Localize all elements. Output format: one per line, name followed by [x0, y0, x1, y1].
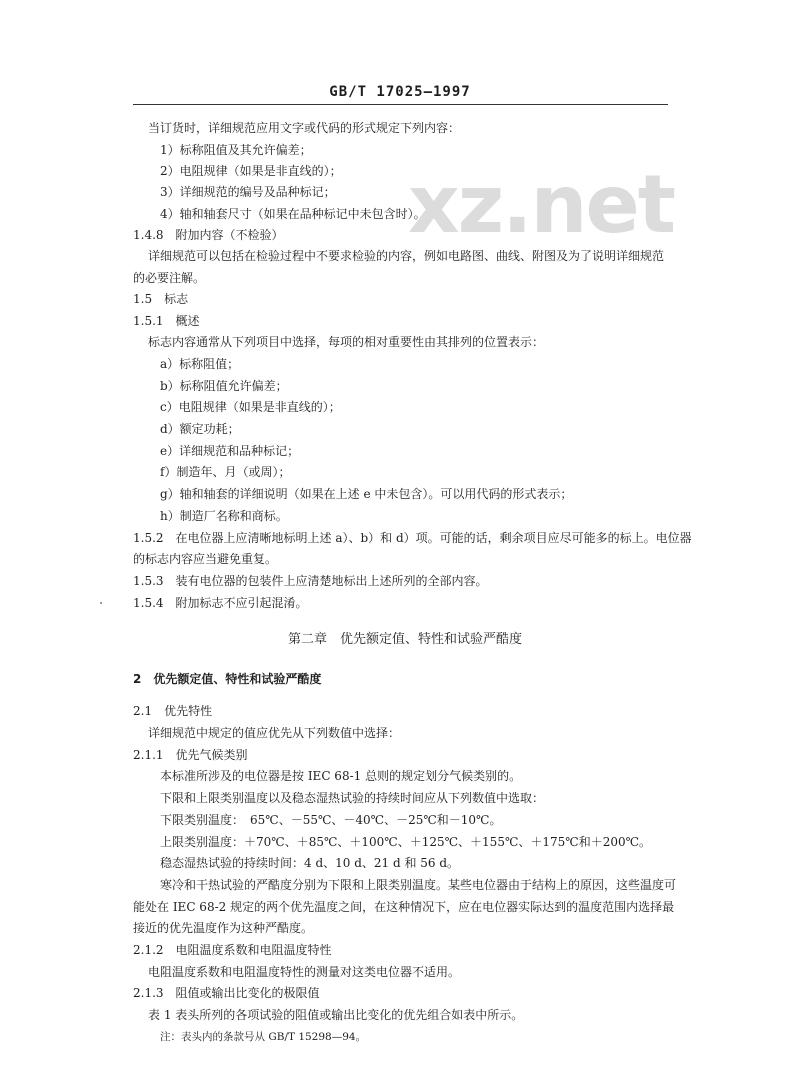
- text-line: 的标志内容应当避免重复。: [133, 552, 278, 566]
- list-item: f）制造年、月（或周）；: [160, 465, 291, 479]
- clause-heading: 1.4.8 附加内容（不检验）: [133, 228, 284, 242]
- text-line: 稳态湿热试验的持续时间：4 d、10 d、21 d 和 56 d。: [160, 856, 460, 870]
- list-item: c）电阻规律（如果是非直线的）；: [160, 400, 341, 414]
- list-item: h）制造厂名称和商标。: [160, 509, 288, 523]
- list-item: 2）电阻规律（如果是非直线的）；: [160, 164, 342, 178]
- list-item: d）额定功耗；: [160, 422, 240, 436]
- text-line: 电阻温度系数和电阻温度特性的测量对这类电位器不适用。: [148, 965, 461, 979]
- section-heading: 2 优先额定值、特性和试验严酷度: [133, 672, 322, 686]
- clause-heading: 2.1.3 阻值或输出比变化的极限值: [133, 986, 320, 1000]
- clause-heading: 1.5.1 概述: [133, 314, 200, 328]
- text-line: 表 1 表头所列的各项试验的阻值或输出比变化的优先组合如表中所示。: [148, 1008, 524, 1022]
- text-line: 标志内容通常从下列项目中选择，每项的相对重要性由其排列的位置表示：: [148, 335, 545, 349]
- list-item: a）标称阻值；: [160, 357, 240, 371]
- list-item: e）详细规范和品种标记；: [160, 444, 300, 458]
- text-line: 寒冷和干热试验的严酷度分别为下限和上限类别温度。某些电位器由于结构上的原因，这些温度可: [160, 878, 677, 892]
- clause-heading: 2.1.1 优先气候类别: [133, 748, 248, 762]
- text-line: 接近的优先温度作为这种严酷度。: [133, 921, 314, 935]
- list-item: 4）轴和轴套尺寸（如果在品种标记中未包含时）。: [160, 207, 426, 221]
- text-line: 当订货时，详细规范应用文字或代码的形式规定下列内容：: [148, 121, 461, 135]
- clause-heading: 2.1.2 电阻温度系数和电阻温度特性: [133, 943, 332, 957]
- clause-heading: 1.5 标志: [133, 292, 189, 306]
- clause-text: 1.5.4 附加标志不应引起混淆。: [133, 596, 308, 610]
- list-item: b）标称阻值允许偏差；: [160, 379, 288, 393]
- text-line: 上限类别温度：＋70℃、＋85℃、＋100℃、＋125℃、＋155℃、＋175℃和＋200℃。: [160, 835, 652, 849]
- page-header-standard-number: GB/T 17025—1997: [329, 84, 471, 100]
- text-line: 下限和上限类别温度以及稳态湿热试验的持续时间应从下列数值中选取：: [160, 791, 545, 805]
- text-line: 详细规范中规定的值应优先从下列数值中选择：: [148, 726, 401, 740]
- clause-heading: 2.1 优先特性: [133, 704, 213, 718]
- chapter-title: 第二章 优先额定值、特性和试验严酷度: [288, 632, 523, 647]
- text-line: 本标准所涉及的电位器是按 IEC 68-1 总则的规定划分气候类别的。: [160, 769, 522, 783]
- list-item: 3）详细规范的编号及品种标记；: [160, 185, 336, 199]
- footnote: 注：表头内的条款号从 GB/T 15298—94。: [160, 1031, 367, 1043]
- text-line: 的必要注解。: [133, 271, 206, 285]
- text-line: 详细规范可以包括在检验过程中不要求检验的内容，例如电路图、曲线、附图及为了说明详细规范: [148, 249, 665, 263]
- header-rule: [133, 104, 668, 105]
- list-item: g）轴和轴套的详细说明（如果在上述 e 中未包含）。可以用代码的形式表示；: [160, 487, 573, 501]
- clause-text: 1.5.2 在电位器上应清晰地标明上述 a）、b）和 d）项。可能的话，剩余项目应尽可能多的标上。电位器: [133, 531, 692, 545]
- watermark-logo: xz.net: [408, 158, 675, 251]
- text-line: 能处在 IEC 68-2 规定的两个优先温度之间，在这种情况下，应在电位器实际达到的温度范围内选择最: [133, 900, 675, 914]
- clause-text: 1.5.3 装有电位器的包装件上应清楚地标出上述所列的全部内容。: [133, 574, 488, 588]
- text-line: 下限类别温度： 65℃、－55℃、－40℃、－25℃和－10℃。: [160, 813, 502, 827]
- scan-speck: [100, 602, 102, 604]
- list-item: 1）标称阻值及其允许偏差；: [160, 143, 312, 157]
